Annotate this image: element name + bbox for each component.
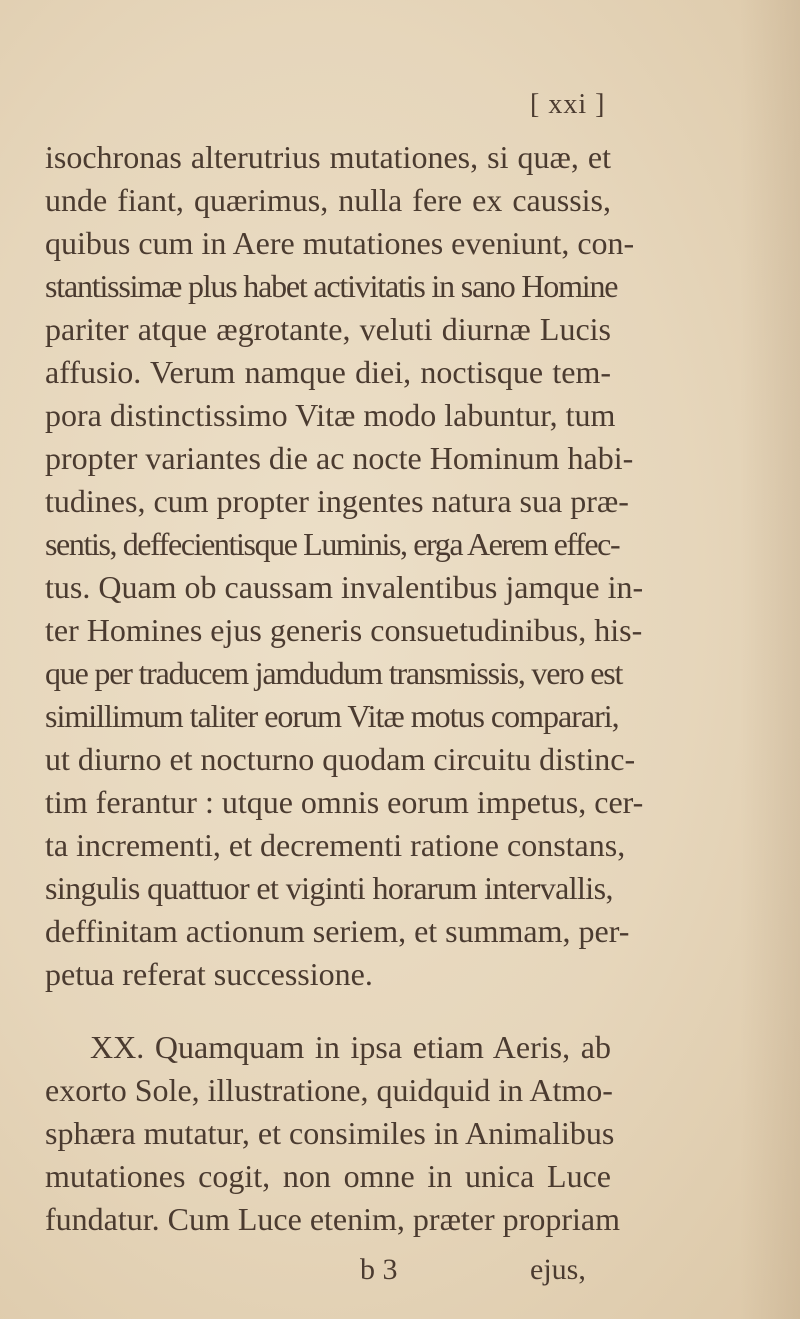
text-line: simillimum taliter eorum Vitæ motus comparari, [45,698,619,734]
text-line: propter variantes die ac nocte Hominum habi- [45,440,634,476]
catchword: ejus, [530,1253,586,1286]
text-line: sphæra mutatur, et consimiles in Animalibus [45,1115,615,1151]
page-number: [ xxi ] [530,89,606,120]
paragraph-2 [45,1026,620,1241]
page-gutter-shadow [740,0,800,1319]
text-line: mutationes cogit, non omne in unica Luce [45,1158,611,1194]
text-line: singulis quattuor et viginti horarum intervallis, [45,870,613,906]
text-line: isochronas alterutrius mutationes, si quæ, et [45,139,611,175]
text-line: stantissimæ plus habet activitatis in sano Homine [45,268,618,304]
paragraph-1 [45,136,644,996]
text-line: ut diurno et nocturno quodam circuitu distinc- [45,741,636,777]
text-line: unde fiant, quærimus, nulla fere ex caussis, [45,182,611,218]
text-line: que per traducem jamdudum transmissis, vero est [45,655,623,691]
text-line: petua referat successione. [45,956,373,992]
text-line: deffinitam actionum seriem, et summam, per- [45,913,630,949]
text-line: tus. Quam ob caussam invalentibus jamque in- [45,569,644,605]
text-line: pariter atque ægrotante, veluti diurnæ Lucis [45,311,611,347]
signature-mark: b 3 [360,1253,398,1286]
text-line: ta incrementi, et decrementi ratione constans, [45,827,626,863]
text-line: affusio. Verum namque diei, noctisque tem- [45,354,611,390]
text-line: sentis, deffecientisque Luminis, erga Aerem effec- [45,526,620,562]
text-line: ter Homines ejus generis consuetudinibus, his- [45,612,643,648]
text-line: fundatur. Cum Luce etenim, præter propriam [45,1201,620,1237]
text-line: XX. Quamquam in ipsa etiam Aeris, ab [90,1029,611,1065]
text-line: tudines, cum propter ingentes natura sua præ- [45,483,629,519]
text-line: pora distinctissimo Vitæ modo labuntur, tum [45,397,616,433]
text-line: exorto Sole, illustratione, quidquid in Atmo- [45,1072,613,1108]
text-line: tim ferantur : utque omnis eorum impetus, cer- [45,784,644,820]
text-line: quibus cum in Aere mutationes eveniunt, con- [45,225,635,261]
